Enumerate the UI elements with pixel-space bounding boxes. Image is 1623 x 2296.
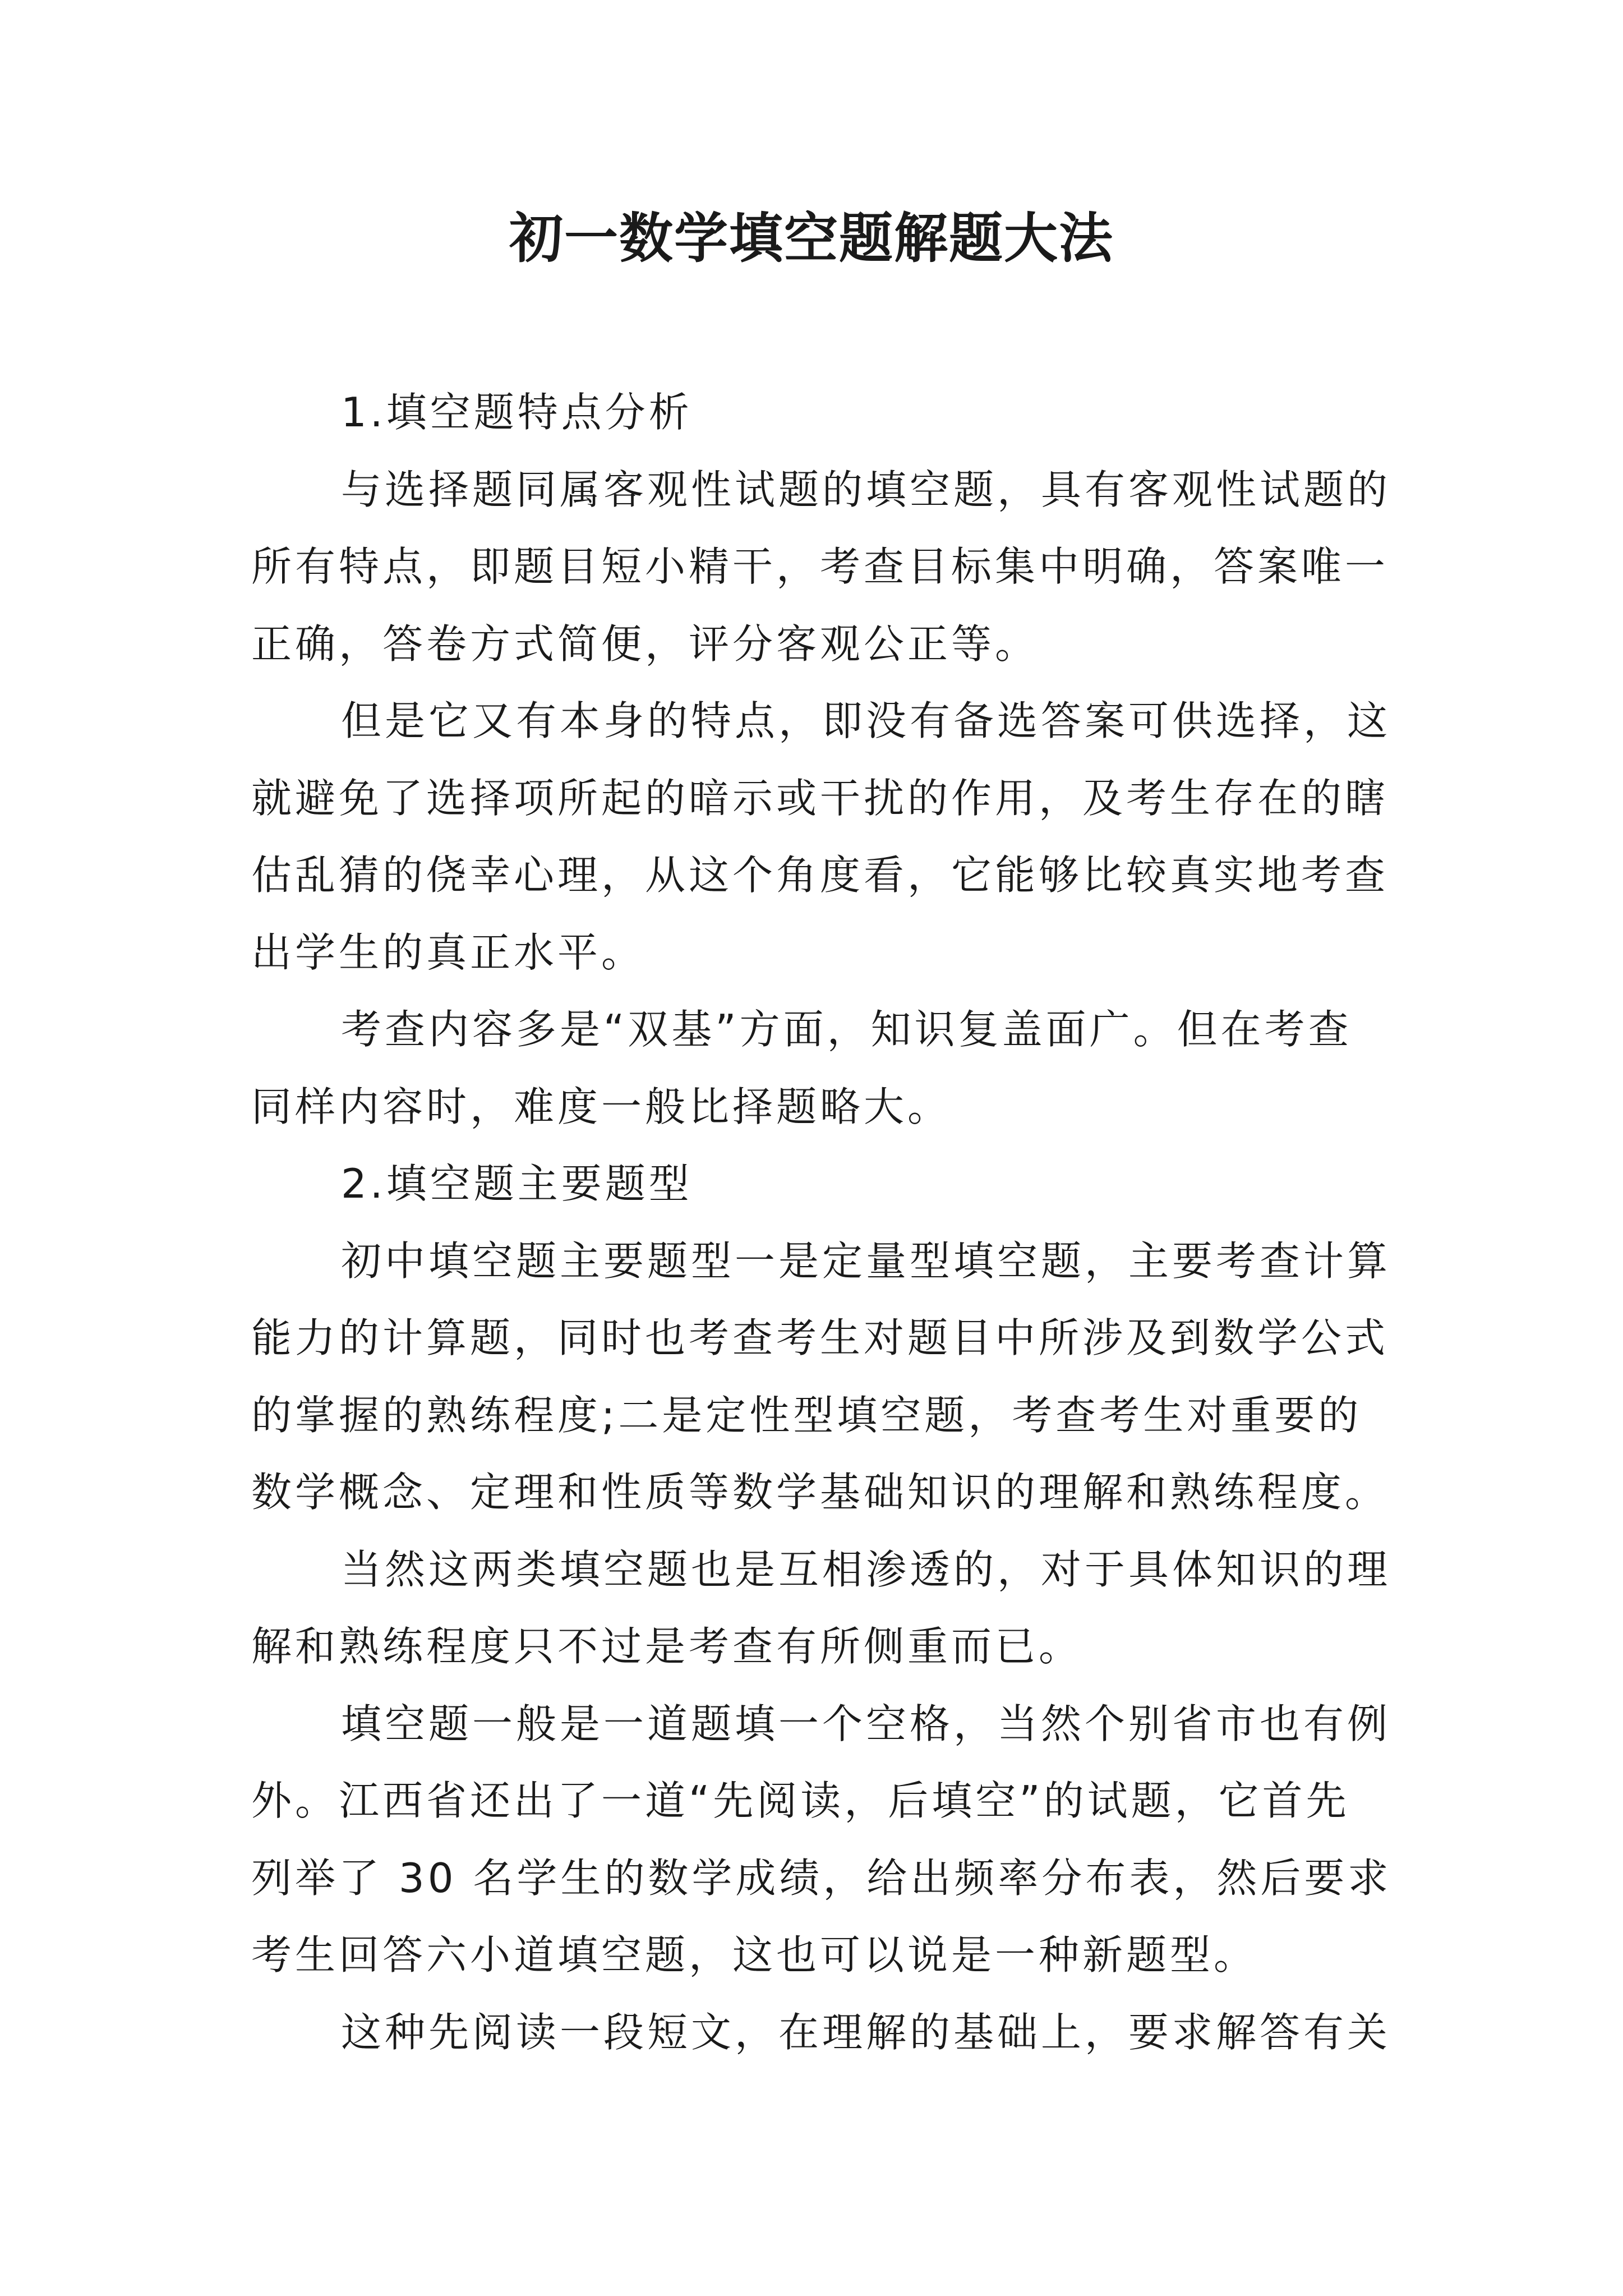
text-line: 填空题一般是一道题填一个空格，当然个别省市也有例 [341, 1700, 1391, 1747]
text-line: 当然这两类填空题也是互相渗透的，对于具体知识的理 [341, 1545, 1391, 1593]
text-line: 能力的计算题，同时也考查考生对题目中所涉及到数学公式 [251, 1314, 1389, 1361]
text-line: 估乱猜的侥幸心理，从这个角度看，它能够比较真实地考查 [251, 852, 1389, 899]
text-line: 所有特点，即题目短小精干，考查目标集中明确，答案唯一 [251, 543, 1389, 590]
document-body [251, 374, 1395, 2071]
text-line: 与选择题同属客观性试题的填空题，具有客观性试题的 [341, 466, 1391, 513]
text-line: 解和熟练程度只不过是考查有所侧重而已。 [251, 1623, 1083, 1670]
text-line: 同样内容时，难度一般比择题略大。 [251, 1083, 952, 1130]
text-line: 但是它又有本身的特点，即没有备选答案可供选择，这 [341, 697, 1391, 744]
text-line: 考生回答六小道填空题，这也可以说是一种新题型。 [251, 1931, 1258, 1978]
document-title: 初一数学填空题解题大法 [509, 206, 1114, 270]
section-heading: 1.填空题特点分析 [341, 389, 693, 436]
text-line: 正确，答卷方式简便，评分客观公正等。 [251, 620, 1039, 668]
text-line: 外。江西省还出了一道“先阅读，后填空”的试题，它首先 [251, 1777, 1350, 1824]
text-line: 的掌握的熟练程度;二是定性型填空题，考查考生对重要的 [251, 1391, 1362, 1439]
text-line: 初中填空题主要题型一是定量型填空题，主要考查计算 [341, 1237, 1391, 1285]
text-line: 就避免了选择项所起的暗示或干扰的作用，及考生存在的瞎 [251, 774, 1389, 822]
text-line: 出学生的真正水平。 [251, 928, 645, 976]
text-line: 数学概念、定理和性质等数学基础知识的理解和熟练程度。 [251, 1469, 1389, 1516]
text-line: 考查内容多是“双基”方面，知识复盖面广。但在考查 [341, 1006, 1352, 1053]
section-heading: 2.填空题主要题型 [341, 1160, 693, 1207]
text-line: 列举了 30 名学生的数学成绩，给出频率分布表，然后要求 [251, 1854, 1392, 1902]
text-line: 这种先阅读一段短文，在理解的基础上，要求解答有关 [341, 2008, 1391, 2056]
